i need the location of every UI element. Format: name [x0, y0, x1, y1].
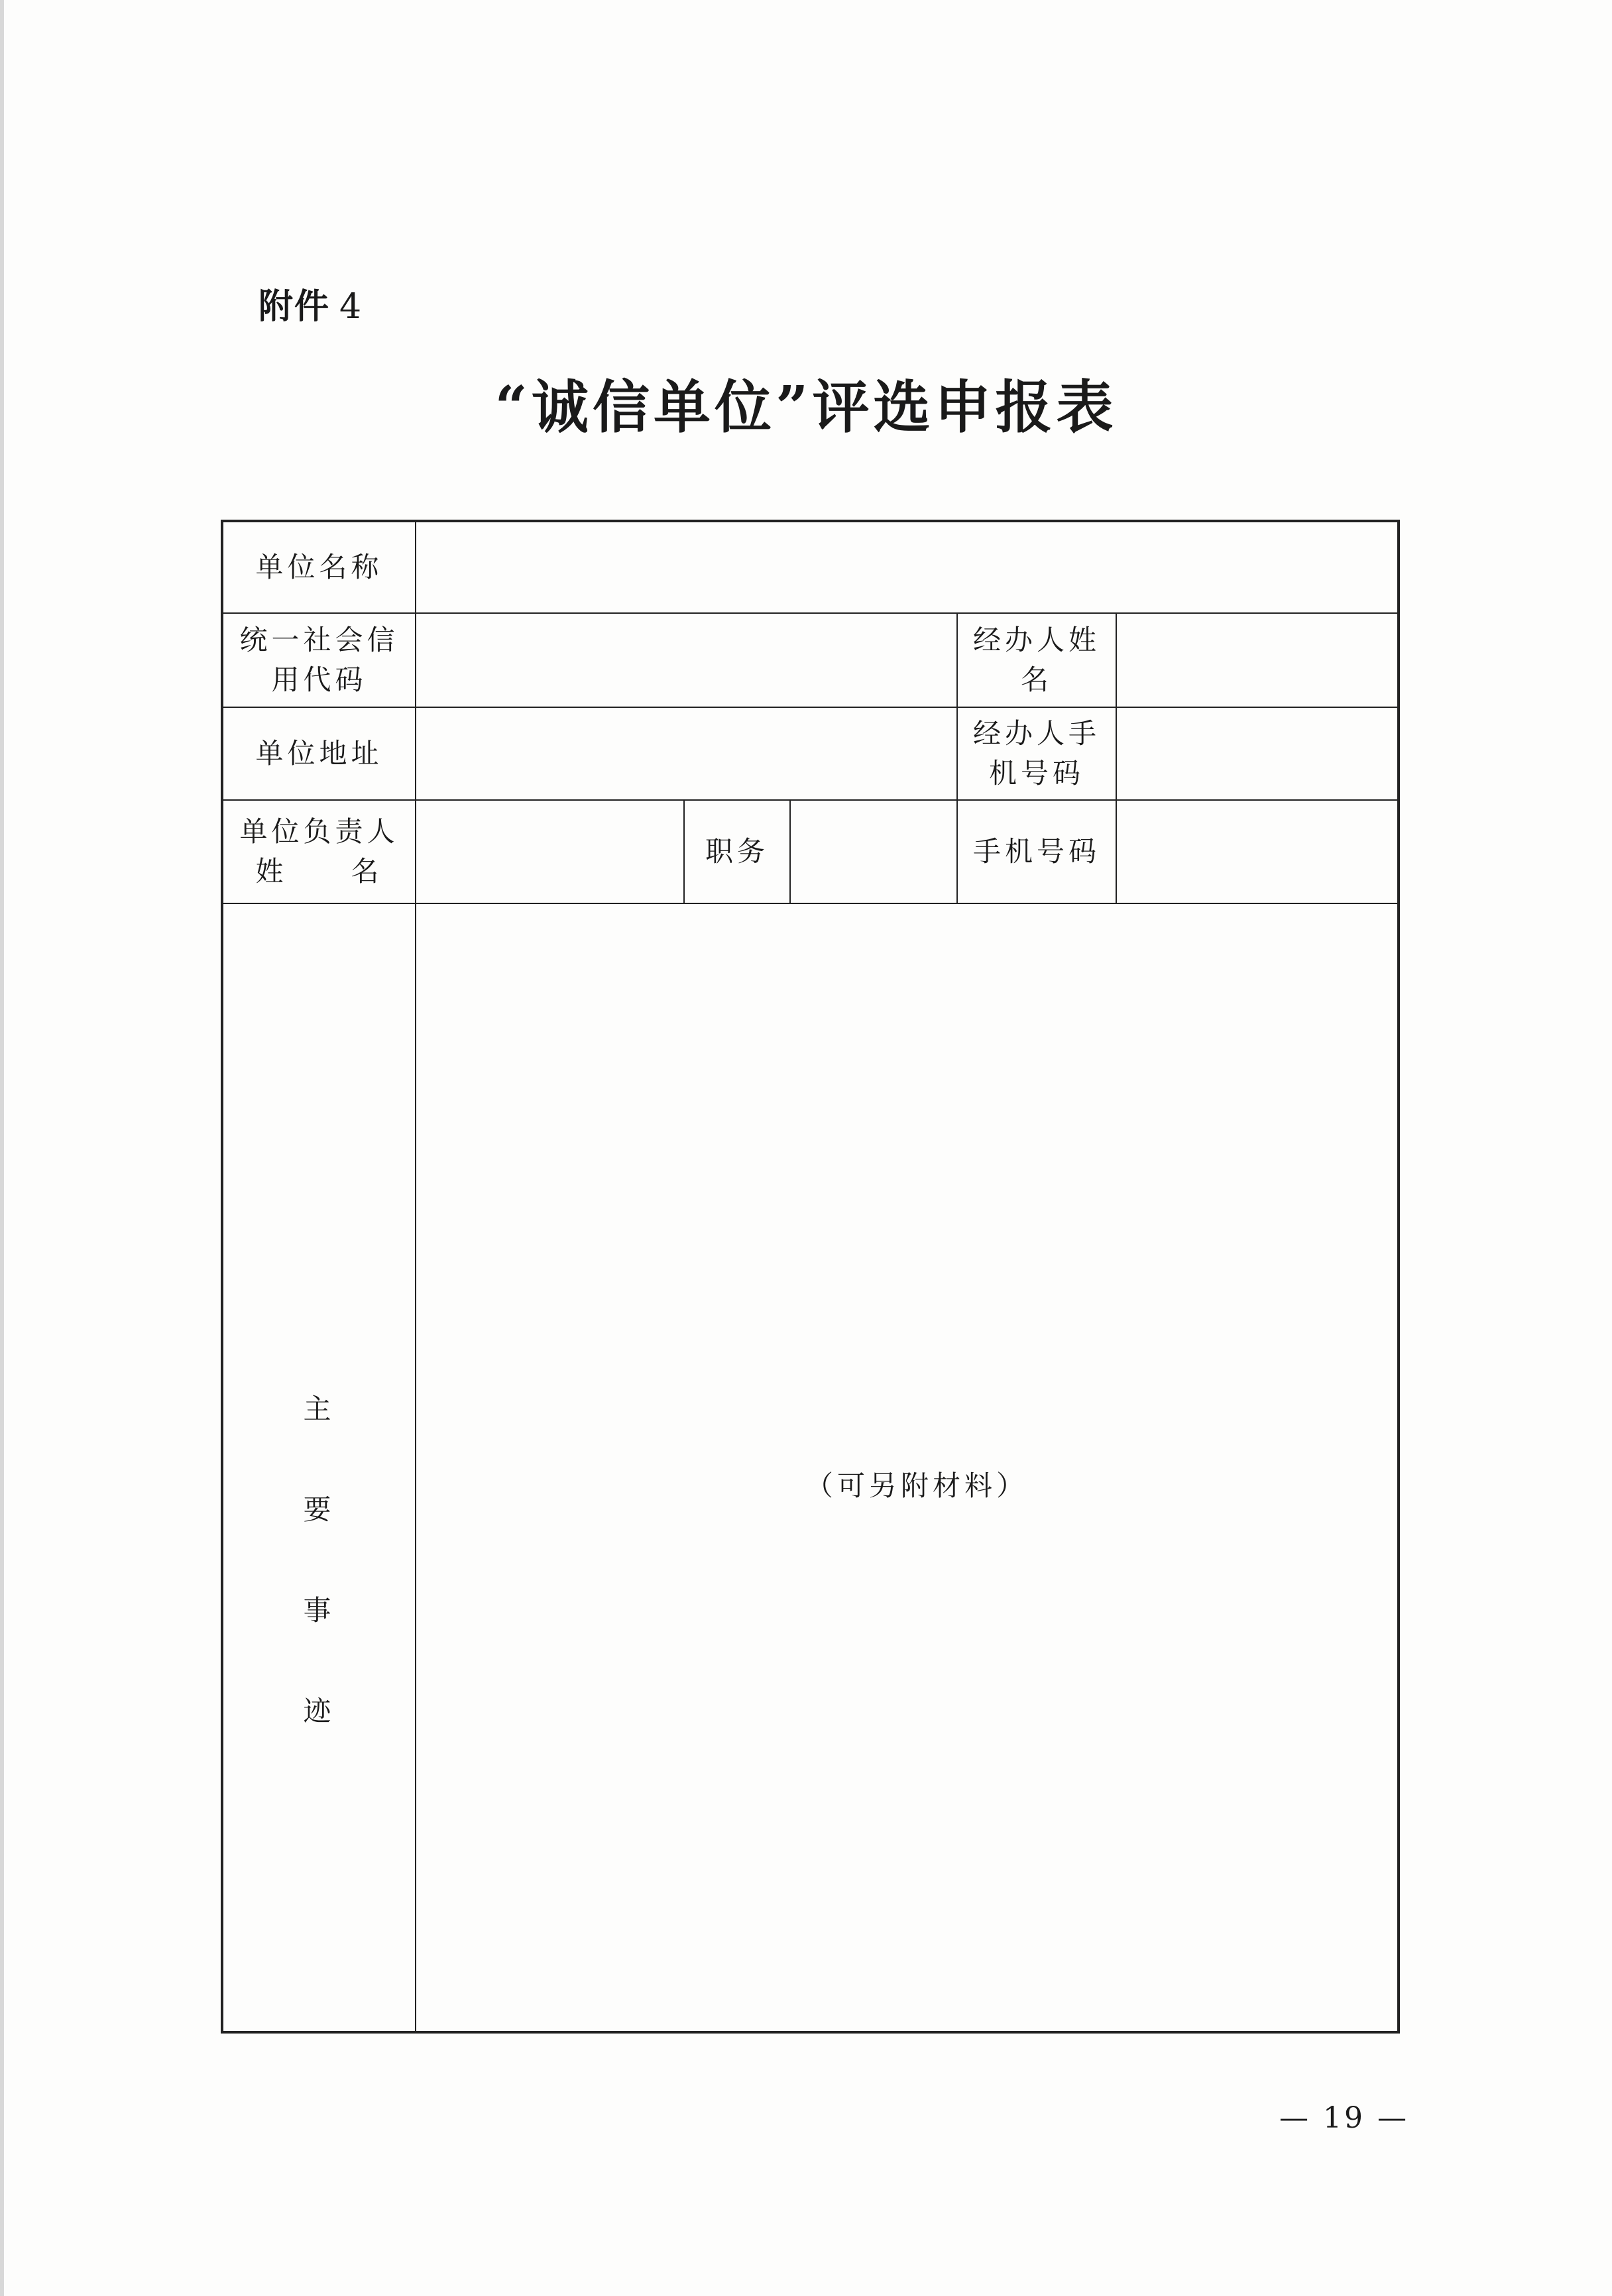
field-handler-phone[interactable]: [1116, 707, 1399, 800]
label-main-deeds: [222, 903, 416, 2032]
main-deeds-vertical-label: 主 要 事 迹: [303, 1393, 335, 1727]
field-unit-address[interactable]: [416, 707, 957, 800]
field-position[interactable]: [790, 800, 957, 903]
form-row-unit-address: [222, 707, 1399, 800]
form-row-credit-code: [222, 613, 1399, 707]
label-phone: 手机号码: [957, 800, 1116, 903]
application-form-table: [221, 520, 1400, 2034]
label-unit-name: 单位名称: [222, 521, 416, 613]
attach-materials-hint: （可另附材料）: [805, 1469, 1029, 1502]
form-row-unit-name: [222, 521, 1399, 613]
attachment-label: 附件: [259, 287, 331, 327]
field-credit-code[interactable]: [416, 613, 957, 707]
label-credit-code: 统一社会信用代码: [222, 613, 416, 707]
label-handler-phone: 经办人手机号码: [957, 707, 1116, 800]
label-position: 职务: [684, 800, 790, 903]
page-number: — 19 —: [1279, 2101, 1409, 2135]
field-handler-name[interactable]: [1116, 613, 1399, 707]
label-handler-name: 经办人姓名: [957, 613, 1116, 707]
form-row-leader: [222, 800, 1399, 903]
attachment-heading: [259, 278, 363, 328]
label-unit-address: 单位地址: [222, 707, 416, 800]
page-title: “诚信单位”评选申报表: [494, 374, 1118, 441]
field-phone[interactable]: [1116, 800, 1399, 903]
form-row-main-deeds: [222, 903, 1399, 2032]
field-unit-name[interactable]: [416, 521, 1399, 613]
label-leader-name: 单位负责人姓 名: [222, 800, 416, 903]
field-leader-name[interactable]: [416, 800, 684, 903]
scan-edge: [0, 0, 4, 2296]
field-main-deeds[interactable]: [416, 903, 1399, 2032]
attachment-number: 4: [339, 287, 363, 327]
